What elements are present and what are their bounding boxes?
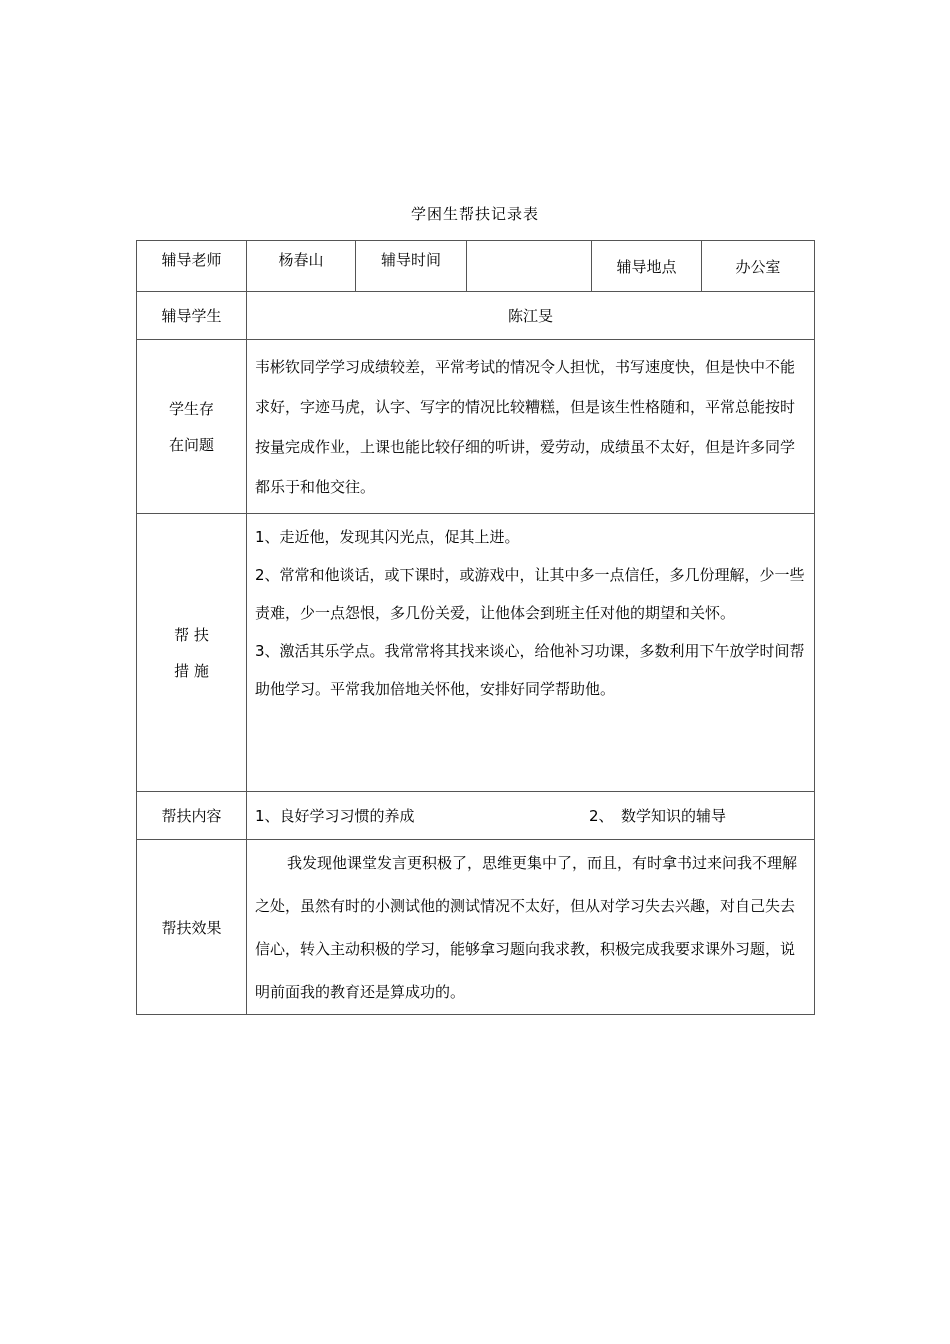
content-row [137, 792, 815, 840]
effect-text: 我发现他课堂发言更积极了，思维更集中了，而且，有时拿书过来问我不理解之处，虽然有时的小测试他的测试情况不太好，但从对学习失去兴趣，对自己失去信心，转入主动积极的学习，能够拿习题向我求教，积极完成我要求课外习题，说明前面我的教育还是算成功的。 [255, 854, 798, 1001]
teacher-value: 杨春山 [247, 241, 356, 292]
measure-item-1: 1、走近他，发现其闪光点，促其上进。 [255, 528, 520, 546]
place-label: 辅导地点 [592, 241, 702, 292]
content-label: 帮扶内容 [137, 792, 247, 840]
problem-row [137, 340, 815, 514]
student-value: 陈江旻 [247, 292, 815, 340]
content-item-2: 2、 数学知识的辅导 [589, 807, 727, 825]
teacher-label: 辅导老师 [137, 241, 247, 292]
measures-label-line2: 措 施 [174, 661, 209, 680]
effect-row [137, 840, 815, 1015]
measures-row [137, 514, 815, 792]
problem-label-line1: 学生存 [168, 399, 214, 418]
page-title: 学困生帮扶记录表 [410, 205, 539, 223]
content-item-1: 1、良好学习习惯的养成 [255, 807, 415, 825]
record-table [136, 240, 815, 1015]
effect-cell [247, 840, 815, 1015]
measure-item-3: 3、激活其乐学点。我常常将其找来谈心，给他补习功课，多数利用下午放学时间帮助他学习。平常我加倍地关怀他，安排好同学帮助他。 [255, 642, 805, 698]
measures-label-line1: 帮 扶 [174, 625, 209, 644]
problem-label-line2: 在问题 [168, 435, 214, 454]
problem-label [137, 340, 247, 514]
effect-label: 帮扶效果 [137, 840, 247, 1015]
measures-label [137, 514, 247, 792]
place-value: 办公室 [702, 241, 815, 292]
student-row [137, 292, 815, 340]
measure-item-2: 2、常常和他谈话，或下课时，或游戏中，让其中多一点信任，多几份理解，少一些责难，少一点怨恨，多几份关爱，让他体会到班主任对他的期望和关怀。 [255, 566, 805, 622]
problem-text: 韦彬钦同学学习成绩较差，平常考试的情况令人担忧，书写速度快，但是快中不能求好，字迹马虎，认字、写字的情况比较糟糕，但是该生性格随和，平常总能按时按量完成作业，上课也能比较仔细的听讲，爱劳动，成绩虽不太好，但是许多同学都乐于和他交往。 [255, 357, 796, 496]
measures-cell [247, 514, 815, 792]
content-cell [247, 792, 815, 840]
time-value [467, 241, 592, 292]
header-row [137, 241, 815, 292]
problem-cell [247, 340, 815, 514]
student-label: 辅导学生 [137, 292, 247, 340]
time-label: 辅导时间 [356, 241, 467, 292]
